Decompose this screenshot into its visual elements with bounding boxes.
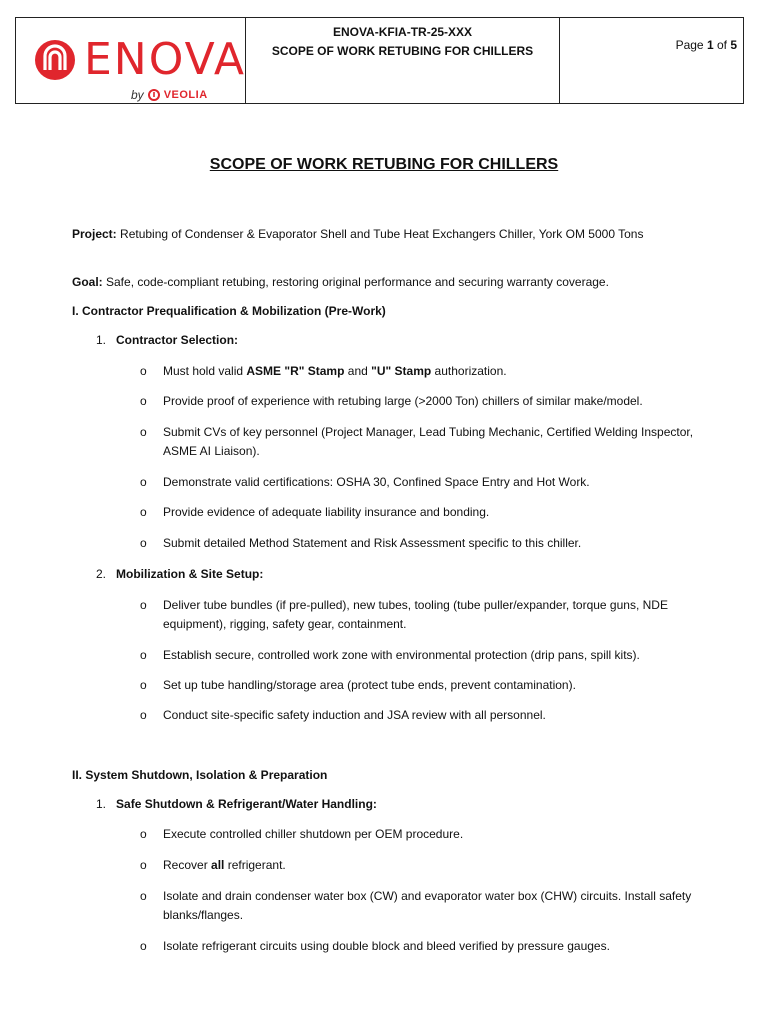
list-item: Submit CVs of key personnel (Project Manager, Lead Tubing Mechanic, Certified Welding Inspector, ASME AI Liaison). [163, 425, 694, 458]
veolia-byline [131, 88, 208, 102]
enova-logo-icon [34, 39, 76, 81]
header-title-cell [246, 18, 560, 103]
logo-wordmark: ENOVA [84, 34, 246, 85]
numbered-item: 1. Safe Shutdown & Refrigerant/Water Handling: [96, 797, 377, 811]
list-item: Must hold valid ASME "R" Stamp and "U" Stamp authorization. [163, 364, 507, 378]
numbered-item: 2. Mobilization & Site Setup: [96, 567, 264, 581]
section-heading: II. System Shutdown, Isolation & Preparation [72, 768, 328, 782]
project-text: Retubing of Condenser & Evaporator Shell and Tube Heat Exchangers Chiller, York OM 5000 Tons [116, 227, 644, 241]
page-title: SCOPE OF WORK RETUBING FOR CHILLERS [209, 156, 559, 173]
goal-line [72, 273, 609, 292]
page-indicator [560, 18, 743, 103]
bullet-marker: o [140, 598, 147, 612]
project-line [72, 225, 643, 244]
page-number: 1 [706, 38, 714, 52]
list-item: Execute controlled chiller shutdown per OEM procedure. [163, 827, 464, 841]
bullet-marker: o [140, 505, 147, 519]
veolia-wordmark: VEOLIA [163, 89, 208, 101]
list-item: Deliver tube bundles (if pre-pulled), new tubes, tooling (tube puller/expander, torque guns, NDE equipment), rigging, safety gear, containment. [163, 598, 668, 631]
list-item: Recover all refrigerant. [163, 858, 286, 872]
bullet-marker: o [140, 364, 147, 378]
section-heading: I. Contractor Prequalification & Mobilization (Pre-Work) [72, 304, 386, 318]
list-item: Provide proof of experience with retubing large (>2000 Ton) chillers of similar make/model. [163, 394, 643, 408]
bullet-marker: o [140, 827, 147, 841]
list-item: Isolate and drain condenser water box (CW) and evaporator water box (CHW) circuits. Install safety blanks/flanges. [163, 889, 692, 922]
doc-code: ENOVA-KFIA-TR-25-XXX [332, 25, 473, 39]
list-item: Demonstrate valid certifications: OSHA 30, Confined Space Entry and Hot Work. [163, 475, 590, 489]
bullet-marker: o [140, 648, 147, 662]
bullet-marker: o [140, 475, 147, 489]
list-item: Establish secure, controlled work zone with environmental protection (drip pans, spill kits). [163, 648, 640, 662]
numbered-item: 1. Contractor Selection: [96, 333, 239, 347]
bullet-marker: o [140, 939, 147, 953]
bullet-marker: o [140, 708, 147, 722]
header-doc-title: SCOPE OF WORK RETUBING FOR CHILLERS [271, 44, 534, 58]
list-item: Submit detailed Method Statement and Risk Assessment specific to this chiller. [163, 536, 582, 550]
bullet-marker: o [140, 425, 147, 439]
goal-text: Safe, code-compliant retubing, restoring original performance and securing warranty coverage. [102, 275, 609, 289]
page-of: of [713, 38, 731, 52]
project-label: Project: [72, 227, 117, 241]
list-item: Conduct site-specific safety induction and JSA review with all personnel. [163, 708, 546, 722]
by-text: by [131, 88, 144, 102]
logo-cell [16, 18, 246, 103]
goal-label: Goal: [72, 275, 103, 289]
bullet-marker: o [140, 678, 147, 692]
list-item: Provide evidence of adequate liability insurance and bonding. [163, 505, 490, 519]
bullet-marker: o [140, 858, 147, 872]
bullet-marker: o [140, 536, 147, 550]
enova-logo [34, 34, 246, 85]
veolia-logo-icon [148, 89, 160, 101]
list-item: Set up tube handling/storage area (protect tube ends, prevent contamination). [163, 678, 576, 692]
document-header [15, 17, 744, 104]
bullet-marker: o [140, 394, 147, 408]
page-prefix: Page [675, 38, 707, 52]
list-item: Isolate refrigerant circuits using double block and bleed verified by pressure gauges. [163, 939, 610, 953]
page-total: 5 [730, 38, 737, 52]
bullet-marker: o [140, 889, 147, 903]
